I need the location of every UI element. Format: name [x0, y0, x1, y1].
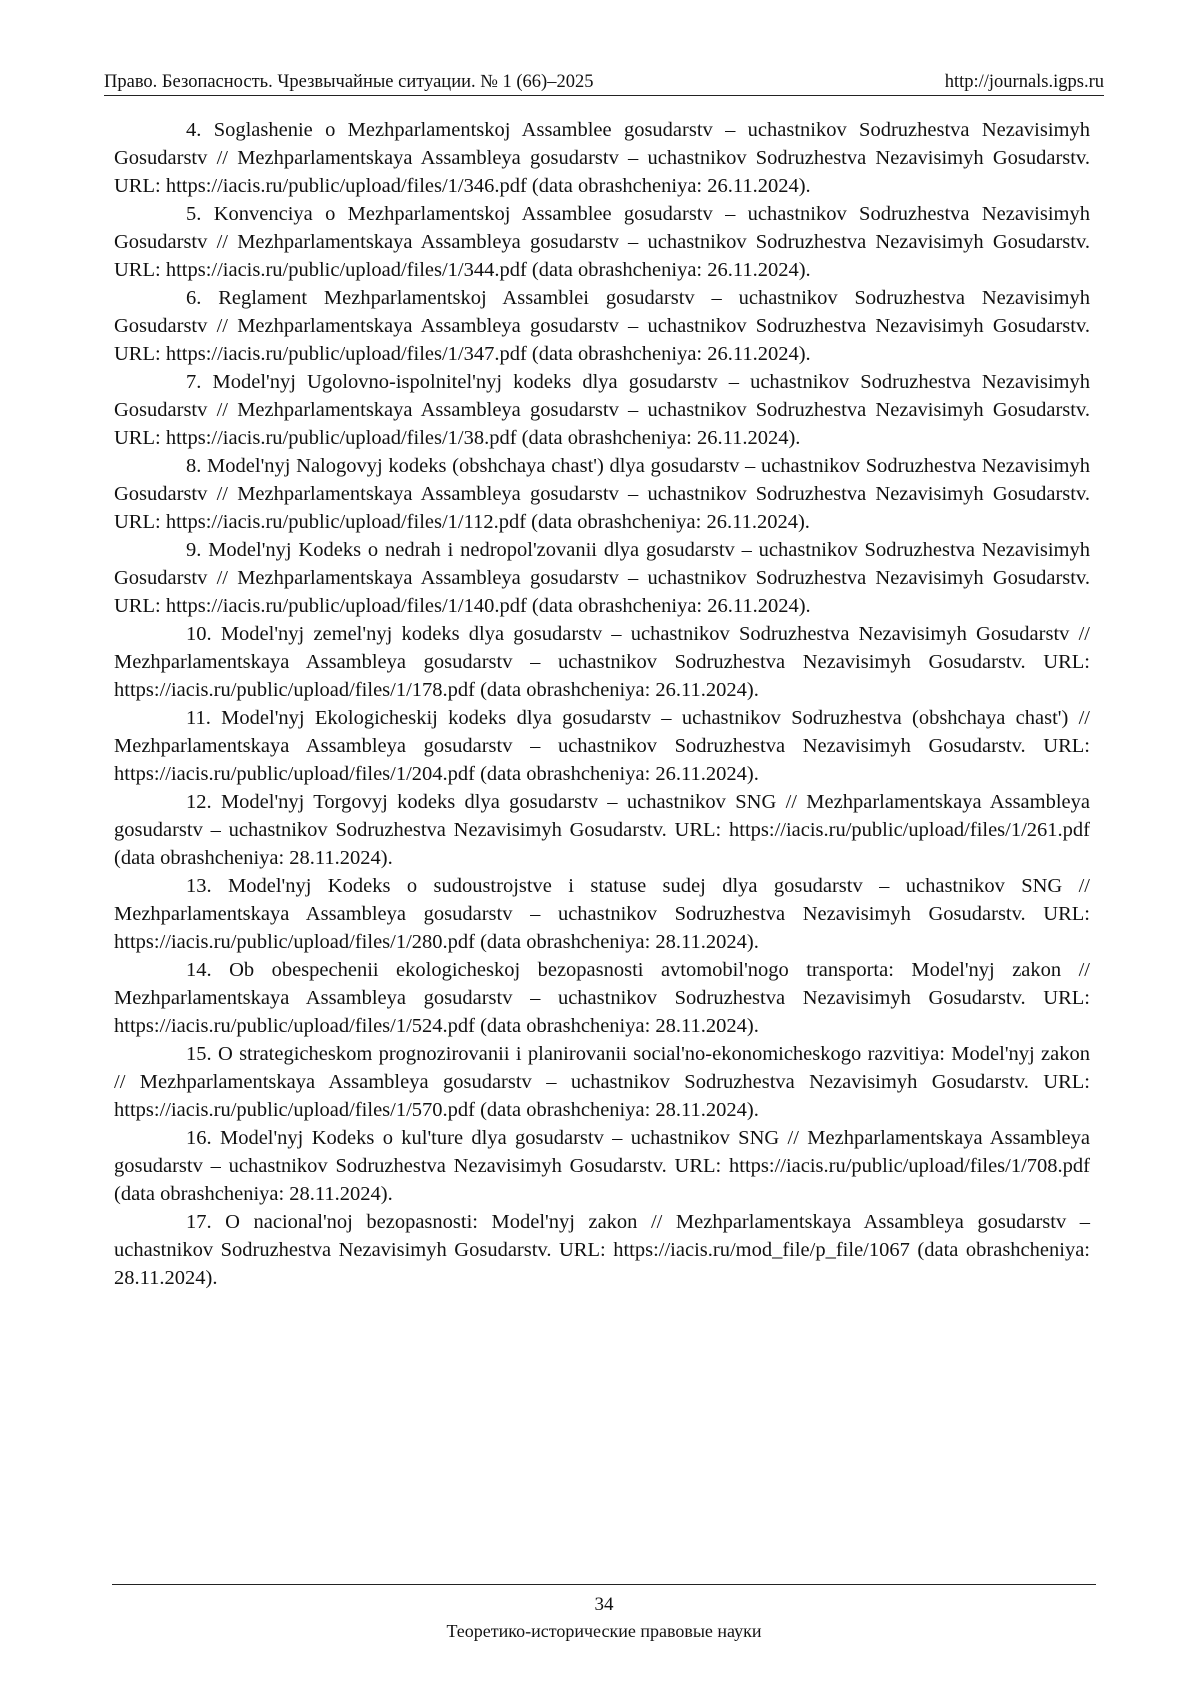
running-header — [104, 71, 1104, 93]
reference-item: 15. O strategicheskom prognozirovanii i planirovanii social'no-ekonomicheskogo razvitiya: Model'nyj zakon // Mezhparlamentskaya Assambleya gosudarstv – uchastnikov Sodruzhestva Nezavisimyh Gosudarstv. URL: https://iacis.ru/public/upload/files/1/570.pdf (data obrashcheniya: 28.11.2024). — [114, 1043, 1090, 1121]
reference-item: 5. Konvenciya o Mezhparlamentskoj Assamblee gosudarstv – uchastnikov Sodruzhestva Nezavisimyh Gosudarstv // Mezhparlamentskaya Assambleya gosudarstv – uchastnikov Sodruzhestva Nezavisimyh Gosudarstv. URL: https://iacis.ru/public/upload/files/1/344.pdf (data obrashcheniya: 26.11.2024). — [114, 203, 1090, 281]
reference-item: 16. Model'nyj Kodeks o kul'ture dlya gosudarstv – uchastnikov SNG // Mezhparlamentskaya Assambleya gosudarstv – uchastnikov Sodruzhestva Nezavisimyh Gosudarstv. URL: https://iacis.ru/public/upload/files/1/708.pdf (data obrashcheniya: 28.11.2024). — [114, 1127, 1090, 1205]
reference-item: 12. Model'nyj Torgovyj kodeks dlya gosudarstv – uchastnikov SNG // Mezhparlamentskaya Assambleya gosudarstv – uchastnikov Sodruzhestva Nezavisimyh Gosudarstv. URL: https://iacis.ru/public/upload/files/1/261.pdf (data obrashcheniya: 28.11.2024). — [114, 791, 1090, 869]
reference-item: 14. Ob obespechenii ekologicheskoj bezopasnosti avtomobil'nogo transporta: Model'nyj zakon // Mezhparlamentskaya Assambleya gosudarstv – uchastnikov Sodruzhestva Nezavisimyh Gosudarstv. URL: https://iacis.ru/public/upload/files/1/524.pdf (data obrashcheniya: 28.11.2024). — [114, 959, 1090, 1037]
page-number: 34 — [594, 1594, 614, 1615]
reference-item: 4. Soglashenie o Mezhparlamentskoj Assamblee gosudarstv – uchastnikov Sodruzhestva Nezavisimyh Gosudarstv // Mezhparlamentskaya Assambleya gosudarstv – uchastnikov Sodruzhestva Nezavisimyh Gosudarstv. URL: https://iacis.ru/public/upload/files/1/346.pdf (data obrashcheniya: 26.11.2024). — [114, 119, 1090, 197]
footer-divider — [112, 1584, 1096, 1585]
reference-item: 7. Model'nyj Ugolovno-ispolnitel'nyj kodeks dlya gosudarstv – uchastnikov Sodruzhestva Nezavisimyh Gosudarstv // Mezhparlamentskaya Assambleya gosudarstv – uchastnikov Sodruzhestva Nezavisimyh Gosudarstv. URL: https://iacis.ru/public/upload/files/1/38.pdf (data obrashcheniya: 26.11.2024). — [114, 371, 1090, 449]
reference-item: 17. O nacional'noj bezopasnosti: Model'nyj zakon // Mezhparlamentskaya Assambleya gosudarstv – uchastnikov Sodruzhestva Nezavisimyh Gosudarstv. URL: https://iacis.ru/mod_file/p_file/1067 (data obrashcheniya: 28.11.2024). — [114, 1211, 1090, 1289]
reference-item: 13. Model'nyj Kodeks o sudoustrojstve i statuse sudej dlya gosudarstv – uchastnikov SNG // Mezhparlamentskaya Assambleya gosudarstv – uchastnikov Sodruzhestva Nezavisimyh Gosudarstv. URL: https://iacis.ru/public/upload/files/1/280.pdf (data obrashcheniya: 28.11.2024). — [114, 875, 1090, 953]
reference-list — [114, 116, 1090, 1292]
section-title: Теоретико-исторические правовые науки — [446, 1621, 762, 1641]
reference-item: 8. Model'nyj Nalogovyj kodeks (obshchaya chast') dlya gosudarstv – uchastnikov Sodruzhestva Nezavisimyh Gosudarstv // Mezhparlamentskaya Assambleya gosudarstv – uchastnikov Sodruzhestva Nezavisimyh Gosudarstv. URL: https://iacis.ru/public/upload/files/1/112.pdf (data obrashcheniya: 26.11.2024). — [114, 455, 1090, 533]
header-divider — [104, 95, 1104, 96]
journal-url[interactable]: http://journals.igps.ru — [944, 72, 1104, 92]
reference-item: 11. Model'nyj Ekologicheskij kodeks dlya gosudarstv – uchastnikov Sodruzhestva (obshchaya chast') // Mezhparlamentskaya Assambleya gosudarstv – uchastnikov Sodruzhestva Nezavisimyh Gosudarstv. URL: https://iacis.ru/public/upload/files/1/204.pdf (data obrashcheniya: 26.11.2024). — [114, 707, 1090, 785]
reference-item: 9. Model'nyj Kodeks o nedrah i nedropol'zovanii dlya gosudarstv – uchastnikov Sodruzhestva Nezavisimyh Gosudarstv // Mezhparlamentskaya Assambleya gosudarstv – uchastnikov Sodruzhestva Nezavisimyh Gosudarstv. URL: https://iacis.ru/public/upload/files/1/140.pdf (data obrashcheniya: 26.11.2024). — [114, 539, 1090, 617]
reference-item: 6. Reglament Mezhparlamentskoj Assamblei gosudarstv – uchastnikov Sodruzhestva Nezavisimyh Gosudarstv // Mezhparlamentskaya Assambleya gosudarstv – uchastnikov Sodruzhestva Nezavisimyh Gosudarstv. URL: https://iacis.ru/public/upload/files/1/347.pdf (data obrashcheniya: 26.11.2024). — [114, 287, 1090, 365]
journal-title: Право. Безопасность. Чрезвычайные ситуации. № 1 (66)–2025 — [104, 72, 594, 92]
reference-item: 10. Model'nyj zemel'nyj kodeks dlya gosudarstv – uchastnikov Sodruzhestva Nezavisimyh Gosudarstv // Mezhparlamentskaya Assambleya gosudarstv – uchastnikov Sodruzhestva Nezavisimyh Gosudarstv. URL: https://iacis.ru/public/upload/files/1/178.pdf (data obrashcheniya: 26.11.2024). — [114, 623, 1090, 701]
